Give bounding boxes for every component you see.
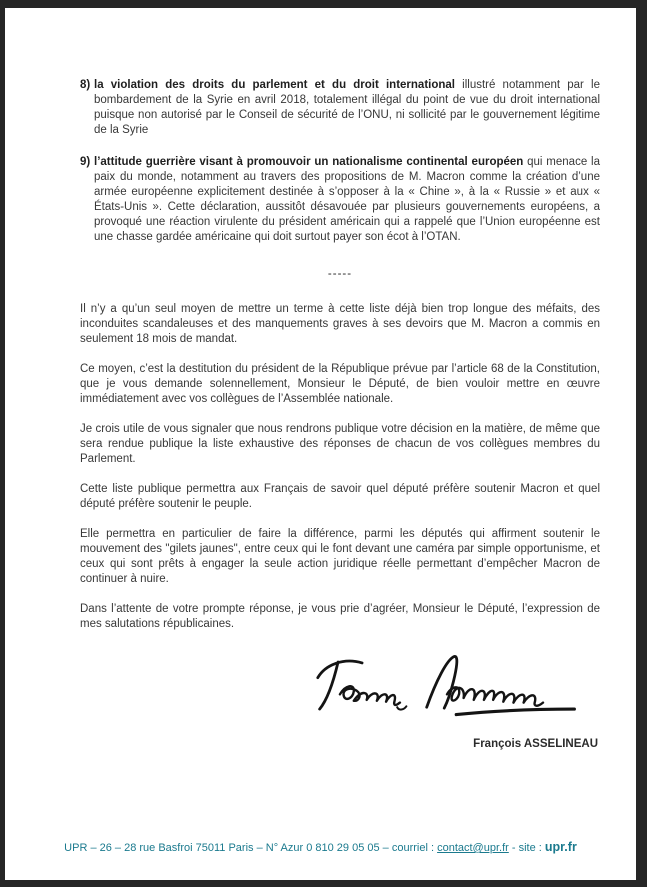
list-item-lead-bold: l’attitude guerrière visant à promouvoir un nationalisme continental européen <box>94 156 524 168</box>
list-number: 8) <box>80 79 91 91</box>
list-item-9 <box>80 155 600 245</box>
paragraph: Elle permettra en particulier de faire la différence, parmi les députés qui affirment soutenir le mouvement des "gilets jaunes", entre ceux qui le font devant une caméra par simple opportunisme, et ceux qui sont prêts à engager la seule action juridique réelle permettant d’empêcher Macron de continuer à nuire. <box>80 528 600 585</box>
list-item-text <box>94 155 600 245</box>
paragraph: Cette liste publique permettra aux Français de savoir quel député préfère soutenir Macron et quel député préfère soutenir le peuple. <box>80 483 600 510</box>
list-item-rest: qui menace la paix du monde, notamment au travers des propositions de M. Macron comme la création d’une armée européenne explicitement destinée à s’opposer à la « Chine », à la « Russie » et aux « États-Unis ». Cette déclaration, aussitôt désavouée par plusieurs gouvernements européens, a provoqué une réaction virulente du président américain qui a rappelé que l’Union européenne est une chasse gardée américaine qui doit surtout payer son écot à l’OTAN. <box>94 156 600 243</box>
list-item-lead-bold: la violation des droits du parlement et du droit international <box>94 79 455 91</box>
list-number: 9) <box>80 156 91 168</box>
footer-site-name: upr.fr <box>544 840 577 854</box>
footer-site-label: - site : <box>508 842 545 854</box>
signature-image <box>302 650 592 722</box>
letter-body <box>80 78 600 752</box>
paragraph: Ce moyen, c’est la destitution du président de la République prévue par l’article 68 de la Constitution, que je vous demande solennellement, Monsieur le Député, de bien vouloir mettre en œuvre immédiatement avec vos collègues de l’Assemblée nationale. <box>80 363 600 405</box>
letter-page <box>5 8 636 880</box>
footer-address: UPR – 26 – 28 rue Basfroi 75011 Paris – N° Azur 0 810 29 05 05 – courriel : <box>64 842 438 854</box>
footer-contact-line <box>5 840 636 854</box>
list-item-rest: illustré notamment par le bombardement de la Syrie en avril 2018, totalement illégal du point de vue du droit international puisque non autorisé par le Conseil de sécurité de l’ONU, ni sollicité par le gouvernement légitime de la Syrie <box>94 79 600 136</box>
paragraph: Il n’y a qu’un seul moyen de mettre un terme à cette liste déjà bien trop longue des méfaits, des inconduites scandaleuses et des manquements graves à ses devoirs que M. Macron a commis en seulement 18 mois de mandat. <box>80 303 600 345</box>
signatory-name: François ASSELINEAU <box>473 738 598 750</box>
paragraph: Dans l’attente de votre prompte réponse, je vous prie d’agréer, Monsieur le Député, l’expression de mes salutations républicaines. <box>80 603 600 630</box>
signature-block <box>80 650 600 752</box>
section-separator: ----- <box>327 268 353 280</box>
footer-email-link[interactable]: contact@upr.fr <box>437 842 509 854</box>
list-item-text <box>94 78 600 138</box>
list-item-8 <box>80 78 600 138</box>
paragraph: Je crois utile de vous signaler que nous rendrons publique votre décision en la matière, de même que sera rendue publique la liste exhaustive des réponses de chacun de vos collègues membres du Parlement. <box>80 423 600 465</box>
